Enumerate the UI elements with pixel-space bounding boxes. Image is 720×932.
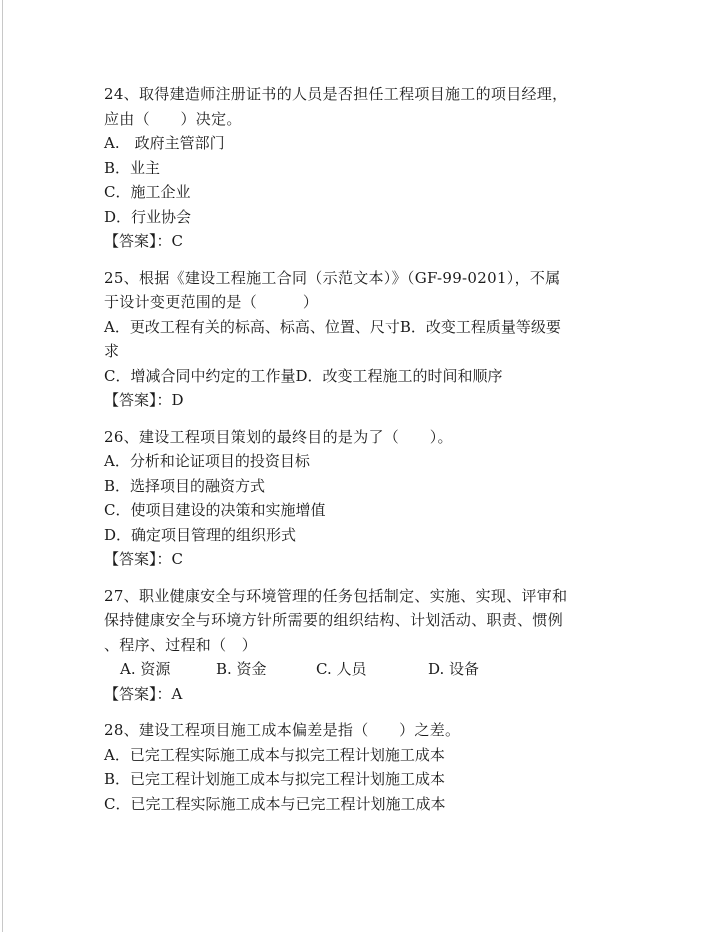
question-stem-line: 于设计变更范围的是（ ） (104, 293, 319, 311)
option-d: D．确定项目管理的组织形式 (104, 525, 297, 544)
option-c: C．已完工程实际施工成本与已完工程计划施工成本 (104, 794, 446, 813)
question-stem-line: 、程序、过程和（ ） (104, 635, 258, 654)
option-c: C. 人员 (316, 660, 367, 678)
option-a: A．已完工程实际施工成本与拟完工程计划施工成本 (104, 745, 445, 764)
answer-label: 【答案】：A (104, 684, 183, 703)
question-28 (104, 718, 624, 816)
question-25 (104, 266, 624, 413)
question-stem-line: 保持健康安全与环境方针所需要的组织结构、计划活动、职责、惯例 (104, 611, 564, 629)
question-stem-line: 25、根据《建设工程施工合同（示范文本）》（GF-99-0201），不属 (104, 268, 561, 287)
option-a: A．分析和论证项目的投资目标 (104, 452, 310, 470)
option-b: B．已完工程计划施工成本与拟完工程计划施工成本 (104, 770, 446, 788)
answer-label: 【答案】：C (104, 232, 183, 250)
question-stem-line: 应由（ ）决定。 (104, 109, 242, 128)
option-c: C．使项目建设的决策和实施增值 (104, 501, 326, 519)
question-24 (104, 82, 624, 254)
option-b: B．选择项目的融资方式 (104, 476, 266, 495)
option-a: A. 政府主管部门 (104, 134, 225, 152)
options-row (104, 657, 624, 682)
page-edge (2, 0, 3, 932)
question-stem-line: 28、建设工程项目施工成本偏差是指（ ）之差。 (104, 721, 461, 739)
option-b: B．业主 (104, 158, 161, 177)
option-d: D．行业协会 (104, 207, 192, 226)
option-d: D. 设备 (428, 660, 480, 678)
question-27 (104, 584, 624, 707)
answer-label: 【答案】：D (104, 391, 184, 409)
option-a: A. 资源 (120, 660, 171, 678)
option-c: C．施工企业 (104, 183, 191, 201)
question-26 (104, 425, 624, 572)
question-stem-line: 27、职业健康安全与环境管理的任务包括制定、实施、实现、评审和 (104, 586, 568, 605)
option-b: B. 资金 (216, 660, 267, 678)
question-stem-line: 24、取得建造师注册证书的人员是否担任工程项目施工的项目经理， (104, 85, 568, 103)
option-a-b: A．更改工程有关的标高、标高、位置、尺寸B．改变工程质量等级要 (104, 317, 561, 336)
question-stem-line: 26、建设工程项目策划的最终目的是为了（ ）。 (104, 427, 453, 446)
option-b-continued: 求 (104, 342, 120, 360)
answer-label: 【答案】：C (104, 550, 183, 568)
option-c-d: C．增减合同中约定的工作量D．改变工程施工的时间和顺序 (104, 366, 503, 385)
document-body (104, 82, 624, 816)
